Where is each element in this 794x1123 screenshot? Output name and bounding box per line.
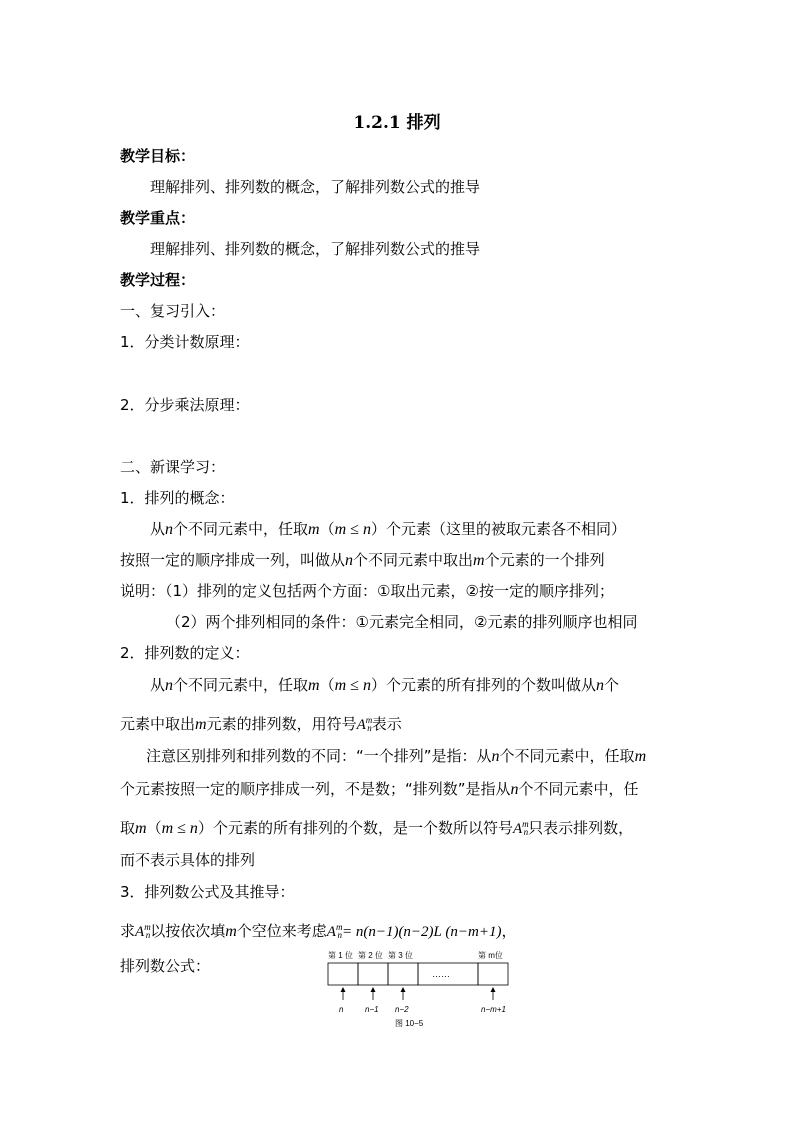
number-paragraph-line-2: 元素中取出m元素的排列数，用符号$A^m_n$表示 bbox=[120, 715, 402, 733]
arrow-label-3: n−2 bbox=[395, 1005, 409, 1014]
concept-paragraph-line-1: 从n个不同元素中，任取m（m ≤ n）个元素（这里的被取元素各不相同） bbox=[150, 520, 626, 538]
goal-heading: 教学目标： bbox=[120, 147, 196, 165]
slot-dots: …… bbox=[432, 969, 450, 979]
arrow-1 bbox=[341, 987, 346, 1000]
formula-line: 求$A^m_n$以按依次填m个空位来考虑$A^m_n= n(n-1)(n-2)L$ (n−m+1)， bbox=[120, 922, 517, 940]
permutation-symbol: $A^m_n$ bbox=[135, 922, 151, 940]
number-heading: 2．排列数的定义： bbox=[120, 644, 250, 662]
key-text: 理解排列、排列数的概念，了解排列数公式的推导 bbox=[150, 240, 481, 258]
new-lesson-heading: 二、新课学习： bbox=[120, 458, 226, 476]
arrow-label-2: n−1 bbox=[365, 1005, 379, 1014]
slot-box-m bbox=[478, 963, 508, 985]
permutation-symbol: $A^m_n$ bbox=[356, 715, 373, 733]
figure-caption: 图 10−5 bbox=[395, 1019, 424, 1028]
permutation-symbol: $A^m_n$ bbox=[326, 922, 343, 940]
review-item-2: 2．分步乘法原理： bbox=[120, 396, 250, 414]
slot-diagram bbox=[320, 948, 520, 1028]
process-heading: 教学过程： bbox=[120, 271, 196, 289]
slot-box-1 bbox=[328, 963, 358, 985]
arrow-2 bbox=[371, 987, 376, 1000]
slot-box-3 bbox=[388, 963, 418, 985]
goal-text: 理解排列、排列数的概念，了解排列数公式的推导 bbox=[150, 178, 481, 196]
attention-line-3: 取m（m ≤ n）个元素的所有排列的个数，是一个数所以符号$A^m_n$只表示排列数， bbox=[120, 819, 634, 837]
arrow-label-m: n−m+1 bbox=[481, 1005, 506, 1014]
slot-label-3: 第 3 位 bbox=[388, 951, 413, 960]
arrow-3 bbox=[401, 987, 406, 1000]
arrow-m bbox=[491, 987, 496, 1000]
slot-label-2: 第 2 位 bbox=[358, 951, 383, 960]
concept-heading: 1．排列的概念： bbox=[120, 489, 235, 507]
concept-paragraph-line-2: 按照一定的顺序排成一列，叫做从n个不同元素中取出m个元素的一个排列 bbox=[120, 551, 605, 569]
note-line-2: （2）两个排列相同的条件：①元素完全相同，②元素的排列顺序也相同 bbox=[166, 613, 638, 631]
formula-label: 排列数公式： bbox=[120, 957, 211, 975]
formula-heading: 3．排列数公式及其推导： bbox=[120, 883, 295, 901]
number-paragraph-line-1: 从n个不同元素中，任取m（m ≤ n）个元素的所有排列的个数叫做从n个 bbox=[150, 676, 619, 694]
review-heading: 一、复习引入： bbox=[120, 302, 226, 320]
slot-label-m: 第 m位 bbox=[478, 951, 503, 960]
permutation-symbol: $A^m_n$ bbox=[512, 819, 529, 837]
arrow-label-1: n bbox=[339, 1005, 344, 1014]
key-heading: 教学重点： bbox=[120, 209, 196, 227]
slot-box-2 bbox=[358, 963, 388, 985]
review-item-1: 1．分类计数原理： bbox=[120, 333, 250, 351]
attention-line-4: 而不表示具体的排列 bbox=[120, 851, 256, 869]
slot-label-1: 第 1 位 bbox=[328, 951, 353, 960]
note-line-1: 说明：（1）排列的定义包括两个方面：①取出元素，②按一定的顺序排列； bbox=[120, 582, 614, 600]
document-title: 1.2.1 排列 bbox=[353, 113, 441, 133]
attention-line-1: 注意区别排列和排列数的不同：“一个排列”是指：从n个不同元素中，任取m bbox=[146, 747, 647, 765]
attention-line-2: 个元素按照一定的顺序排成一列，不是数；“排列数”是指从n个不同元素中，任 bbox=[120, 780, 639, 798]
